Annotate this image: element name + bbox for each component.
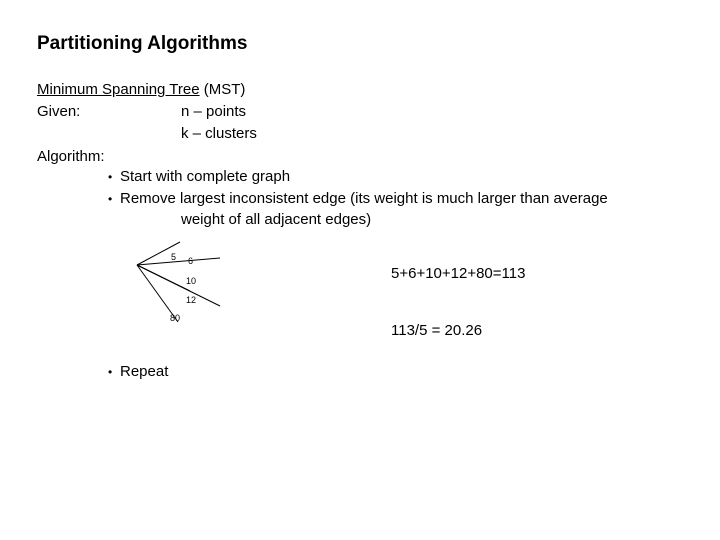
slide-title: Partitioning Algorithms: [37, 33, 248, 54]
step-1-text: Start with complete graph: [120, 168, 291, 185]
edge-label-6: 6: [188, 256, 194, 266]
bullet-icon: •: [108, 192, 113, 206]
edge-label-12: 12: [186, 295, 197, 305]
algorithm-step-2-continuation: weight of all adjacent edges): [181, 211, 372, 228]
algorithm-step-3: [108, 363, 168, 380]
bullet-icon: •: [108, 365, 113, 379]
step-2-text: Remove largest inconsistent edge (its weight is much larger than average: [120, 190, 608, 207]
edge-6: [137, 258, 220, 265]
edge-label-5: 5: [171, 252, 177, 262]
mst-heading-suffix: (MST): [199, 81, 246, 98]
step-3-text: Repeat: [120, 363, 169, 380]
algorithm-label: Algorithm:: [37, 148, 105, 165]
given-label: Given:: [37, 103, 81, 120]
algorithm-step-2: [108, 190, 608, 207]
edge-12: [137, 265, 220, 306]
algorithm-step-1: [108, 168, 290, 185]
edge-label-80: 80: [170, 313, 181, 323]
given-n-points: n – points: [181, 103, 247, 120]
given-k-clusters: k – clusters: [181, 125, 257, 142]
edge-label-10: 10: [186, 276, 197, 286]
mst-heading: [37, 81, 245, 98]
sum-calculation: 5+6+10+12+80=113: [391, 265, 526, 282]
average-calculation: 113/5 = 20.26: [391, 322, 483, 339]
mst-heading-underlined: Minimum Spanning Tree: [37, 81, 200, 98]
bullet-icon: •: [108, 170, 113, 184]
edge-weight-graph: [130, 236, 230, 326]
